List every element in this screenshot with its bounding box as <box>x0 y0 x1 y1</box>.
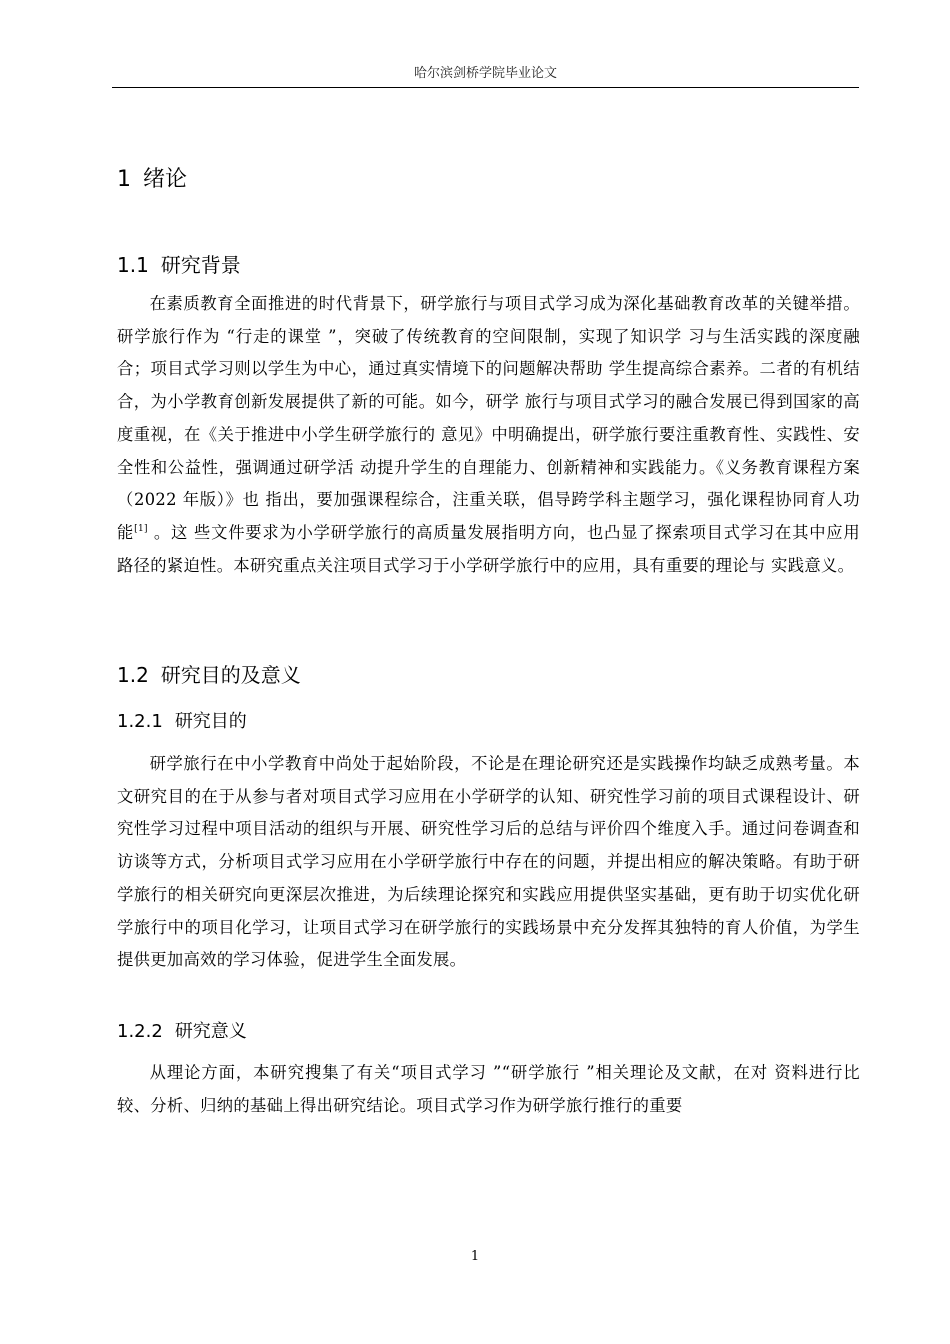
section-heading-1-2 <box>117 659 301 688</box>
background-text-part1: 在素质教育全面推进的时代背景下，研学旅行与项目式学习成为深化基础教育改革的关键举措。研学旅行作为 “行走的课堂 ”，突破了传统教育的空间限制，实现了知识学 习与生活实践的深度融合；项目式学习则以学生为中心，通过真实情境下的问题解决帮助 学生提高综合素养。二者的有机结合，为小学教育创新发展提供了新的可能。如今，研学 旅行与项目式学习的融合发展已得到国家的高度重视，在《关于推进中小学生研学旅行的 意见》中明确提出，研学旅行要注重教育性、实践性、安全性和公益性，强调通过研学活 动提升学生的自理能力、创新精神和实践能力。《义务教育课程方案（2022 年版）》也 指出，要加强课程综合，注重关联，倡导跨学科主题学习，强化课程协同育人功能 <box>117 294 860 542</box>
background-text-part2: 。这 些文件要求为小学研学旅行的高质量发展指明方向，也凸显了探索项目式学习在其中应用 路径的紧迫性。本研究重点关注项目式学习于小学研学旅行中的应用，具有重要的理论与 实践意义。 <box>117 522 860 575</box>
subsection-title: 研究意义 <box>174 1021 247 1042</box>
section-title: 研究背景 <box>160 253 241 277</box>
chapter-number: 1 <box>117 167 131 192</box>
section-number: 1.2 <box>117 663 149 687</box>
subsection-number: 1.2.2 <box>117 1021 163 1042</box>
subsection-heading-1-2-2 <box>117 1017 247 1043</box>
subsection-number: 1.2.1 <box>117 711 163 732</box>
page-number: 1 <box>470 1249 480 1264</box>
citation-marker: [1] <box>134 523 148 534</box>
chapter-heading <box>117 162 187 193</box>
running-header: 哈尔滨剑桥学院毕业论文 <box>413 66 557 81</box>
header-divider <box>112 87 859 88</box>
chapter-title: 绪论 <box>143 167 188 192</box>
subsection-heading-1-2-1 <box>117 707 247 733</box>
purpose-paragraph: 研学旅行在中小学教育中尚处于起始阶段，不论是在理论研究还是实践操作均缺乏成熟考量。本文研究目的在于从参与者对项目式学习应用在小学研学的认知、研究性学习前的项目式课程设计、研究性学习过程中项目活动的组织与开展、研究性学习后的总结与评价四个维度入手。通过问卷调查和访谈等方式，分析项目式学习应用在小学研学旅行中存在的问题，并提出相应的解决策略。有助于研学旅行的相关研究向更深层次推进，为后续理论探究和实践应用提供坚实基础，更有助于切实优化研学旅行中的项目化学习，让项目式学习在研学旅行的实践场景中充分发挥其独特的育人价值，为学生提供更加高效的学习体验，促进学生全面发展。 <box>117 754 860 970</box>
background-paragraph <box>117 288 860 582</box>
significance-paragraph: 从理论方面，本研究搜集了有关“项目式学习 ”“研学旅行 ”相关理论及文献，在对 资料进行比较、分析、归纳的基础上得出研究结论。项目式学习作为研学旅行推行的重要 <box>117 1063 860 1115</box>
section-number: 1.1 <box>117 253 149 277</box>
section-heading-1-1 <box>117 249 241 278</box>
section-title: 研究目的及意义 <box>160 663 301 687</box>
subsection-title: 研究目的 <box>174 711 247 732</box>
